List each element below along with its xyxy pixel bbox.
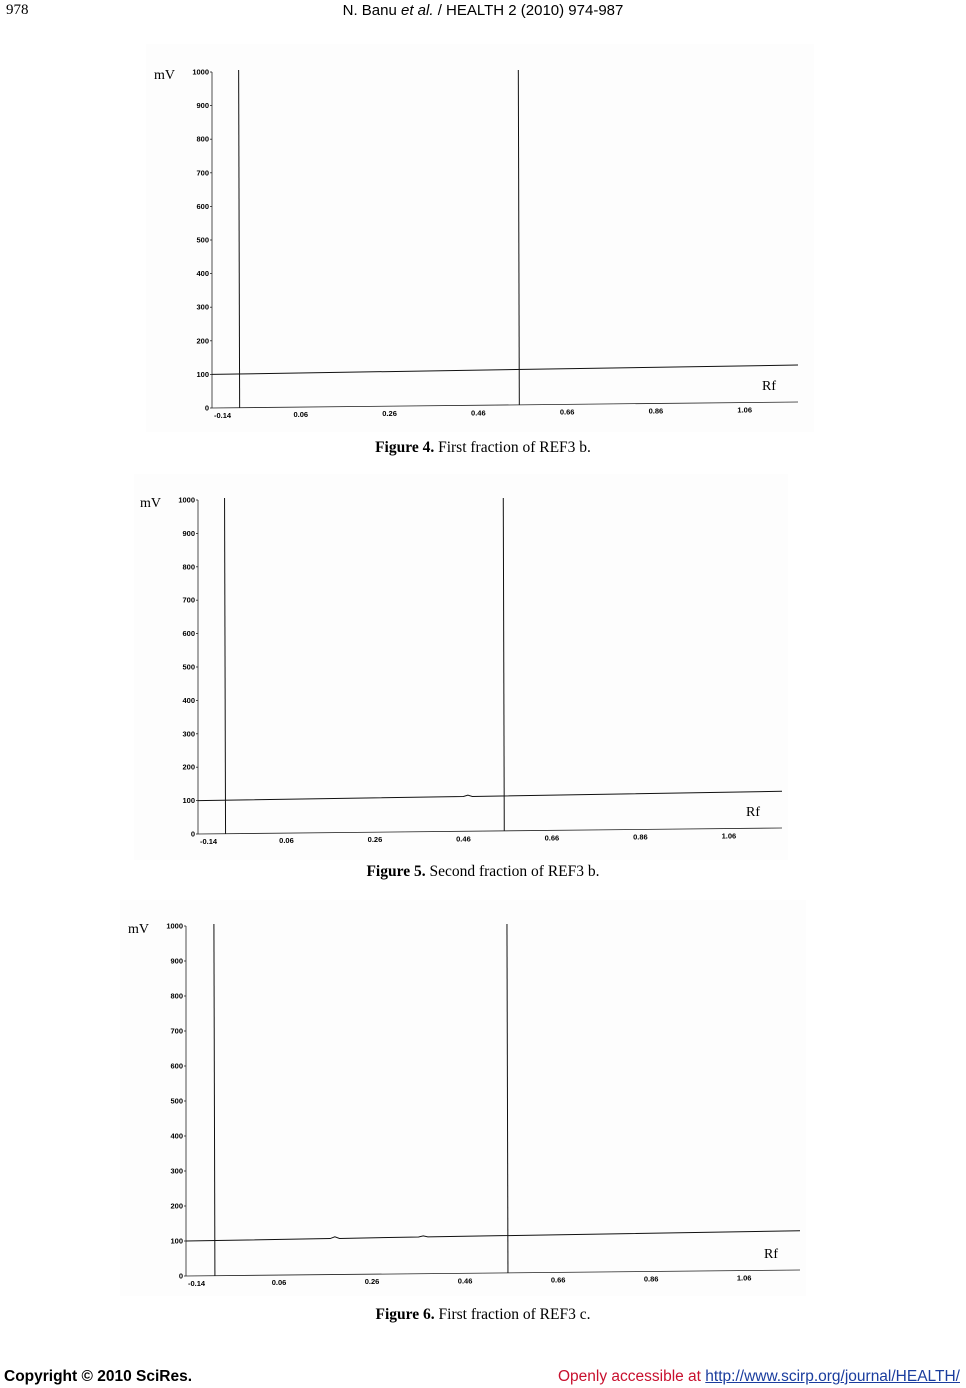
y-tick-label: 400 — [170, 1131, 183, 1141]
y-tick-label: 600 — [182, 629, 195, 639]
x-tick-label: -0.14 — [188, 1279, 206, 1288]
series-line-1 — [198, 791, 782, 800]
chart-figure-6-svg — [120, 900, 806, 1296]
marker-line-2 — [507, 924, 508, 1273]
y-tick-label: 700 — [170, 1026, 183, 1036]
x-axis-unit: Rf — [762, 379, 776, 394]
y-tick-label: 800 — [170, 991, 183, 1001]
page-number: 978 — [6, 2, 29, 18]
y-tick-label: 400 — [196, 269, 209, 279]
y-tick-label: 600 — [170, 1061, 183, 1071]
y-tick-label: 800 — [196, 134, 209, 144]
caption-figure-6 — [0, 1306, 966, 1324]
footer-access — [558, 1368, 960, 1386]
y-axis-unit: mV — [140, 496, 161, 511]
y-tick-label: 200 — [182, 762, 195, 772]
caption-figure-4-text: First fraction of REF3 b. — [434, 439, 591, 456]
y-tick-label: 500 — [170, 1096, 183, 1106]
y-tick-label: 900 — [196, 101, 209, 111]
x-tick-label: 0.86 — [633, 832, 648, 842]
y-tick-label: 200 — [196, 336, 209, 346]
footer-journal-link[interactable]: http://www.scirp.org/journal/HEALTH/ — [705, 1368, 960, 1385]
x-tick-label: 0.86 — [648, 406, 664, 416]
chart-figure-5 — [134, 474, 788, 860]
x-tick-label: 1.06 — [737, 405, 753, 415]
caption-figure-4 — [0, 439, 966, 457]
caption-figure-4-label: Figure 4. — [375, 439, 435, 456]
marker-line-2 — [518, 70, 519, 405]
y-tick-label: 900 — [170, 956, 183, 966]
x-axis — [212, 402, 798, 408]
series-line-1 — [186, 1231, 800, 1241]
y-tick-label: 700 — [182, 595, 195, 605]
marker-line-1 — [239, 70, 240, 408]
caption-figure-6-label: Figure 6. — [375, 1306, 435, 1323]
y-tick-label: 300 — [182, 729, 195, 739]
x-tick-label: 0.06 — [293, 410, 309, 420]
x-tick-label: 0.46 — [457, 1276, 473, 1286]
footer-copyright: Copyright © 2010 SciRes. — [4, 1368, 193, 1385]
marker-line-2 — [503, 498, 504, 831]
chart-figure-6 — [120, 900, 806, 1296]
y-tick-label: 900 — [182, 528, 195, 538]
running-head — [0, 2, 966, 19]
marker-line-1 — [214, 924, 215, 1276]
y-tick-label: 200 — [170, 1201, 183, 1211]
caption-figure-5-text: Second fraction of REF3 b. — [425, 863, 600, 880]
caption-figure-5-label: Figure 5. — [366, 863, 426, 880]
x-tick-label: 0.66 — [559, 407, 575, 417]
series-line-1 — [212, 365, 798, 374]
x-tick-label: 0.46 — [456, 834, 471, 844]
x-tick-label: 0.66 — [544, 833, 560, 843]
x-tick-label: 0.46 — [471, 408, 486, 418]
y-axis-unit: mV — [154, 68, 175, 83]
x-axis — [198, 828, 782, 834]
y-tick-label: 800 — [182, 562, 195, 572]
running-head-et-al: et al. — [401, 2, 434, 19]
y-tick-label: 0 — [204, 403, 209, 413]
x-tick-label: 0.26 — [367, 835, 383, 845]
marker-line-1 — [225, 498, 226, 834]
x-tick-label: 1.06 — [736, 1273, 752, 1283]
x-tick-label: 0.66 — [550, 1275, 566, 1285]
y-tick-label: 700 — [196, 168, 209, 178]
y-tick-label: 0 — [190, 829, 195, 839]
caption-figure-5 — [0, 863, 966, 881]
y-tick-label: 100 — [196, 369, 209, 379]
y-tick-label: 500 — [196, 235, 209, 245]
x-tick-label: 0.86 — [643, 1274, 659, 1284]
x-tick-label: -0.14 — [200, 837, 218, 846]
x-axis — [186, 1270, 800, 1276]
y-tick-label: 1000 — [178, 495, 195, 505]
x-axis-unit: Rf — [764, 1247, 778, 1262]
x-axis-unit: Rf — [746, 805, 760, 820]
chart-figure-5-svg — [134, 474, 788, 860]
y-tick-label: 600 — [196, 201, 209, 211]
y-tick-label: 100 — [170, 1236, 183, 1246]
x-tick-label: 1.06 — [721, 831, 737, 841]
y-tick-label: 300 — [196, 302, 209, 312]
y-tick-label: 100 — [182, 796, 195, 806]
y-axis-unit: mV — [128, 922, 149, 937]
y-tick-label: 300 — [170, 1166, 183, 1176]
running-head-authors: N. Banu — [342, 2, 401, 19]
x-tick-label: 0.26 — [364, 1277, 380, 1287]
running-head-journal: / HEALTH 2 (2010) 974-987 — [433, 2, 624, 19]
y-tick-label: 1000 — [166, 921, 183, 931]
x-tick-label: -0.14 — [214, 411, 232, 420]
y-tick-label: 400 — [182, 695, 195, 705]
y-tick-label: 1000 — [192, 67, 209, 77]
caption-figure-6-text: First fraction of REF3 c. — [434, 1306, 591, 1323]
chart-figure-4-svg — [146, 44, 814, 432]
footer-access-prefix: Openly accessible at — [557, 1368, 706, 1385]
x-tick-label: 0.06 — [271, 1278, 287, 1288]
x-tick-label: 0.26 — [382, 409, 397, 419]
chart-figure-4 — [146, 44, 814, 432]
y-tick-label: 500 — [182, 662, 195, 672]
y-tick-label: 0 — [178, 1271, 183, 1281]
x-tick-label: 0.06 — [279, 836, 294, 846]
